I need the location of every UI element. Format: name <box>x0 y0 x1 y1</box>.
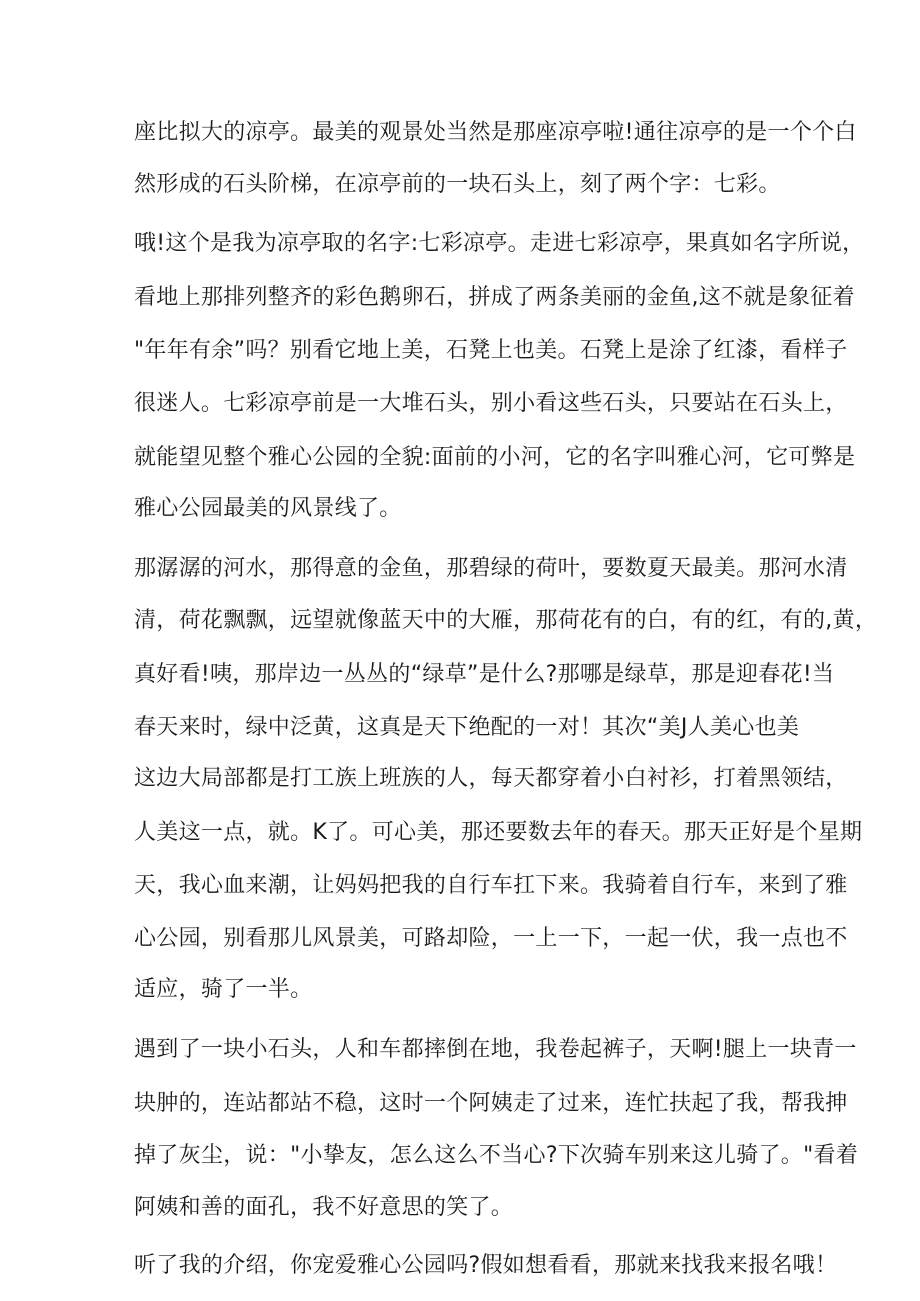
text-line-9: 那潺潺的河水，那得意的金鱼，那碧绿的荷叶，要数夏天最美。那河水清 <box>134 556 848 581</box>
text-line-2: 然形成的石头阶梯，在凉亭前的一块石头上，刻了两个字：七彩。 <box>134 172 781 197</box>
text-line-8: 雅心公园最美的风景线了。 <box>134 496 402 521</box>
text-line-6: 很迷人。七彩凉亭前是一大堆石头，别小看这些石头，只要站在石头上， <box>134 391 848 416</box>
text-line-5: "年年有余”吗？别看它地上美，石凳上也美。石凳上是涂了红漆，看样子 <box>134 338 848 363</box>
text-line-3: 哦!这个是我为凉亭取的名字:七彩凉亭。走进七彩凉亭，果真如名字所说， <box>134 231 865 256</box>
text-line-15: 天，我心血来潮，让妈妈把我的自行车扛下来。我骑着自行车，来到了雅 <box>134 873 848 898</box>
text-line-19: 块肿的，连站都站不稳，这时一个阿姨走了过来，连忙扶起了我，帮我抻 <box>134 1091 848 1116</box>
text-line-4: 看地上那排列整齐的彩色鹅卵石，拼成了两条美丽的金鱼,这不就是象征着 <box>134 285 855 310</box>
text-line-16: 心公园，别看那儿风景美，可路却险，一上一下，一起一伏，我一点也不 <box>134 926 848 951</box>
text-line-22: 听了我的介绍，你宠爱雅心公园吗?假如想看看，那就来找我来报名哦！ <box>134 1253 838 1278</box>
text-line-20: 掉了灰尘，说："小挚友，怎么这么不当心?下次骑车别来这儿骑了。"看着 <box>134 1143 859 1168</box>
text-line-12: 春天来时，绿中泛黄，这真是天下绝配的一对！其次“美J人美心也美 <box>134 715 800 740</box>
text-line-11: 真好看!咦，那岸边一丛丛的“绿草”是什么?那哪是绿草，那是迎春花!当 <box>134 662 835 687</box>
text-line-1: 座比拟大的凉亭。最美的观景处当然是那座凉亭啦!通往凉亭的是一个个白 <box>134 120 857 145</box>
text-line-10: 清，荷花飘飘，远望就像蓝天中的大雁，那荷花有的白，有的红，有的,黄， <box>134 608 878 633</box>
text-line-18: 遇到了一块小石头，人和车都摔倒在地，我卷起裤子，天啊!腿上一块青一 <box>134 1037 857 1062</box>
text-line-17: 适应，骑了一半。 <box>134 977 313 1002</box>
text-line-7: 就能望见整个雅心公园的全貌:面前的小河，它的名字叫雅心河，它可弊是 <box>134 445 856 470</box>
text-line-13: 这边大局部都是打工族上班族的人，每天都穿着小白衬衫，打着黑领结， <box>134 766 848 791</box>
text-line-14: 人美这一点，就。K了。可心美，那还要数去年的春天。那天正好是个星期 <box>134 820 863 845</box>
text-line-21: 阿姨和善的面孔，我不好意思的笑了。 <box>134 1195 514 1220</box>
